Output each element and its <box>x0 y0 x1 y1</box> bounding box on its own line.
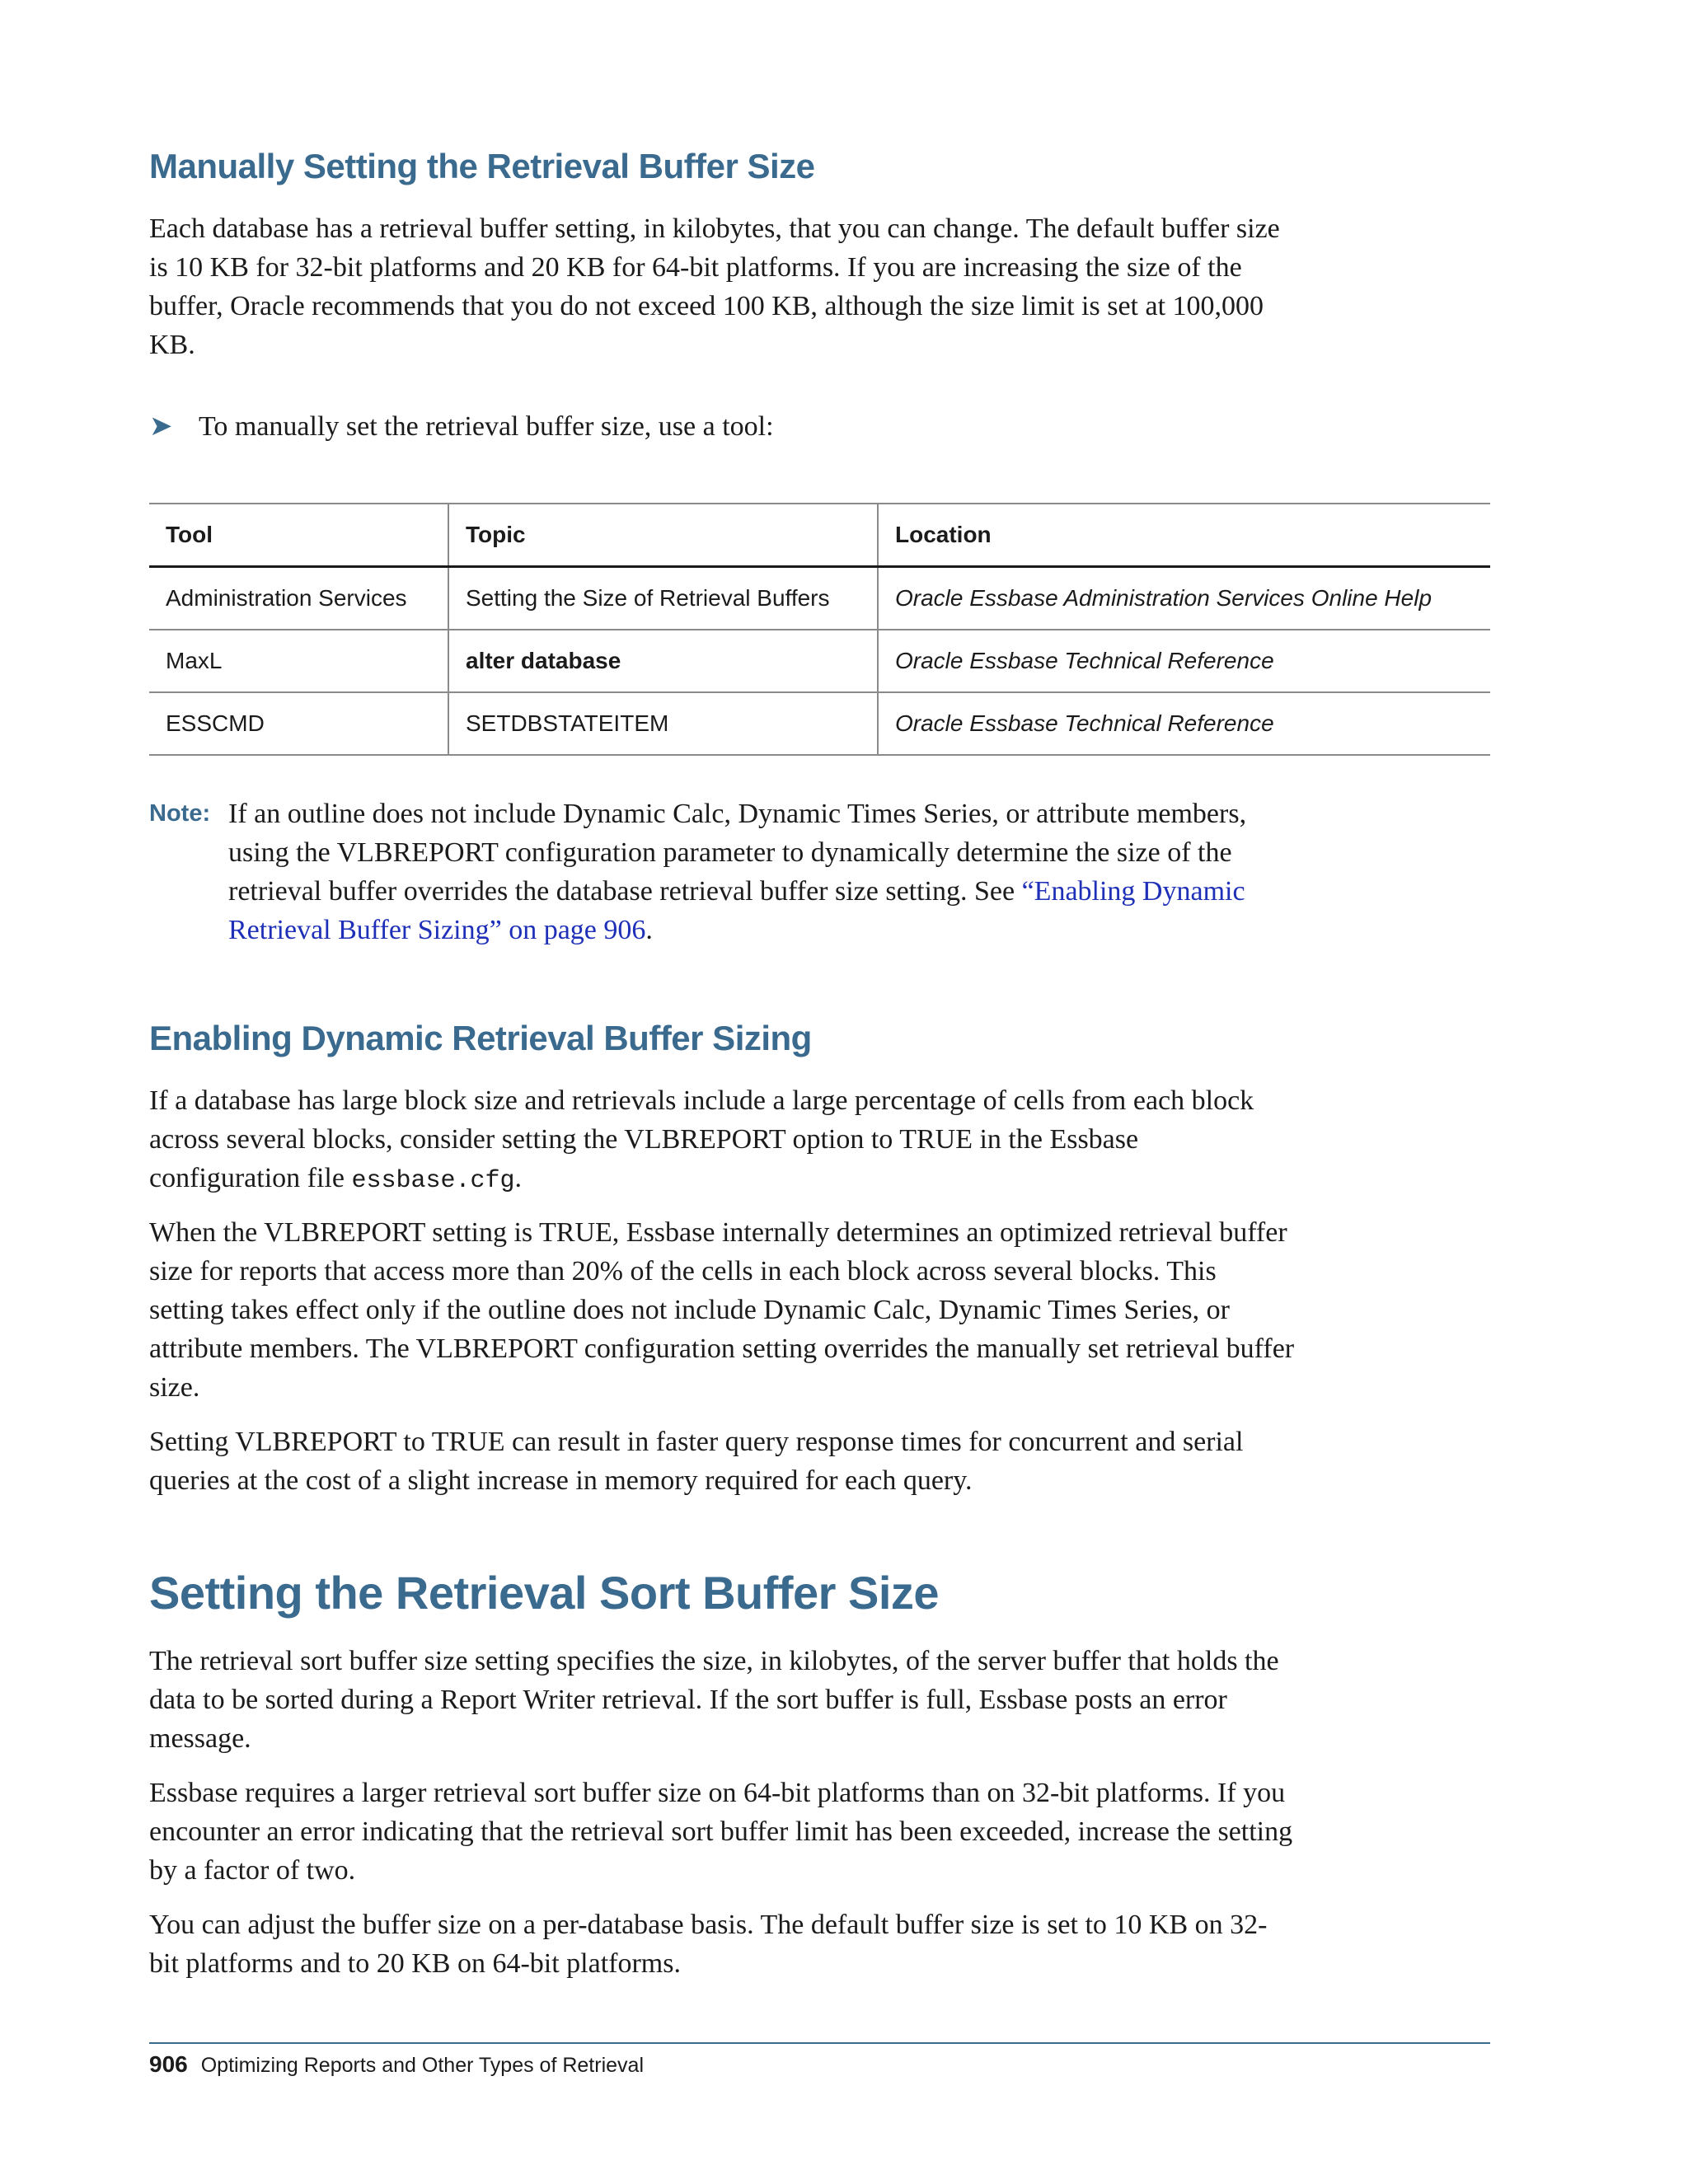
tools-table <box>149 503 1490 756</box>
cell-location: Oracle Essbase Administration Services Online Help <box>878 567 1490 630</box>
procedure-step <box>149 407 774 446</box>
paragraph-dynamic-sizing-2: When the VLBREPORT setting is TRUE, Essbase internally determines an optimized retrieval buffer size for reports that access more than 20% of the cells in each block across several blocks. This setting takes effect only if the outline does not include Dynamic Calc, Dynamic Times Series, or attribute members. The VLBREPORT configuration setting overrides the manually set retrieval buffer size. <box>149 1217 1295 1403</box>
section-heading-sort-buffer: Setting the Retrieval Sort Buffer Size <box>149 1567 940 1619</box>
arrow-bullet-icon: ➤ <box>149 410 173 443</box>
paragraph-end: . <box>514 1163 523 1193</box>
cell-topic: Setting the Size of Retrieval Buffers <box>448 567 878 630</box>
header-topic: Topic <box>448 504 878 567</box>
cell-location: Oracle Essbase Technical Reference <box>878 630 1490 692</box>
config-filename: essbase.cfg <box>351 1167 515 1195</box>
header-tool: Tool <box>149 504 448 567</box>
cell-tool: Administration Services <box>149 567 448 630</box>
page-number: 906 <box>149 2051 188 2077</box>
paragraph-sort-buffer-2: Essbase requires a larger retrieval sort buffer size on 64-bit platforms than on 32-bit platforms. If you encounter an error indicating that the retrieval sort buffer limit has been exceeded, increase the setting by a factor of two. <box>149 1778 1293 1886</box>
table-row <box>149 692 1490 755</box>
note-text: If an outline does not include Dynamic Calc, Dynamic Times Series, or attribute members, using the VLBREPORT configuration parameter to dynamically determine the size of the retrieval buffer overrides the database retrieval buffer size setting. See <box>228 799 1247 907</box>
page-footer <box>149 2050 644 2079</box>
paragraph-text: If a database has large block size and retrievals include a large percentage of cells from each block across several blocks, consider setting the VLBREPORT option to TRUE in the Essbase configuration file <box>149 1085 1254 1193</box>
cross-reference-link[interactable]: “Enabling Dynamic Retrieval Buffer Sizing” on page 906 <box>228 876 1245 945</box>
note-label: Note: <box>149 800 211 827</box>
cell-location: Oracle Essbase Technical Reference <box>878 692 1490 755</box>
paragraph-dynamic-sizing-1 <box>149 1081 1295 1201</box>
note-end: . <box>645 915 653 945</box>
step-text: To manually set the retrieval buffer size, use a tool: <box>199 411 774 442</box>
chapter-title: Optimizing Reports and Other Types of Retrieval <box>200 2054 644 2077</box>
note-body <box>228 794 1295 949</box>
cell-topic: SETDBSTATEITEM <box>448 692 878 755</box>
footer-divider <box>149 2042 1490 2044</box>
table-header-row <box>149 504 1490 567</box>
cell-tool: ESSCMD <box>149 692 448 755</box>
note-block <box>149 794 1295 949</box>
table-row <box>149 567 1490 630</box>
paragraph-manual-buffer: Each database has a retrieval buffer setting, in kilobytes, that you can change. The default buffer size is 10 KB for 32-bit platforms and 20 KB for 64-bit platforms. If you are increasing the size of the buffer, Oracle recommends that you do not exceed 100 KB, although the size limit is set at 100,000 KB. <box>149 213 1280 360</box>
header-location: Location <box>878 504 1490 567</box>
paragraph-sort-buffer-1: The retrieval sort buffer size setting specifies the size, in kilobytes, of the server buffer that holds the data to be sorted during a Report Writer retrieval. If the sort buffer is full, Essbase posts an error message. <box>149 1646 1279 1754</box>
table-row <box>149 630 1490 692</box>
paragraph-dynamic-sizing-3: Setting VLBREPORT to TRUE can result in faster query response times for concurrent and serial queries at the cost of a slight increase in memory required for each query. <box>149 1427 1244 1496</box>
cell-tool: MaxL <box>149 630 448 692</box>
cell-topic: alter database <box>448 630 878 692</box>
paragraph-sort-buffer-3: You can adjust the buffer size on a per-database basis. The default buffer size is set to 10 KB on 32-bit platforms and to 20 KB on 64-bit platforms. <box>149 1910 1268 1979</box>
section-heading-manual-buffer: Manually Setting the Retrieval Buffer Size <box>149 147 815 185</box>
section-heading-dynamic-sizing: Enabling Dynamic Retrieval Buffer Sizing <box>149 1019 812 1057</box>
